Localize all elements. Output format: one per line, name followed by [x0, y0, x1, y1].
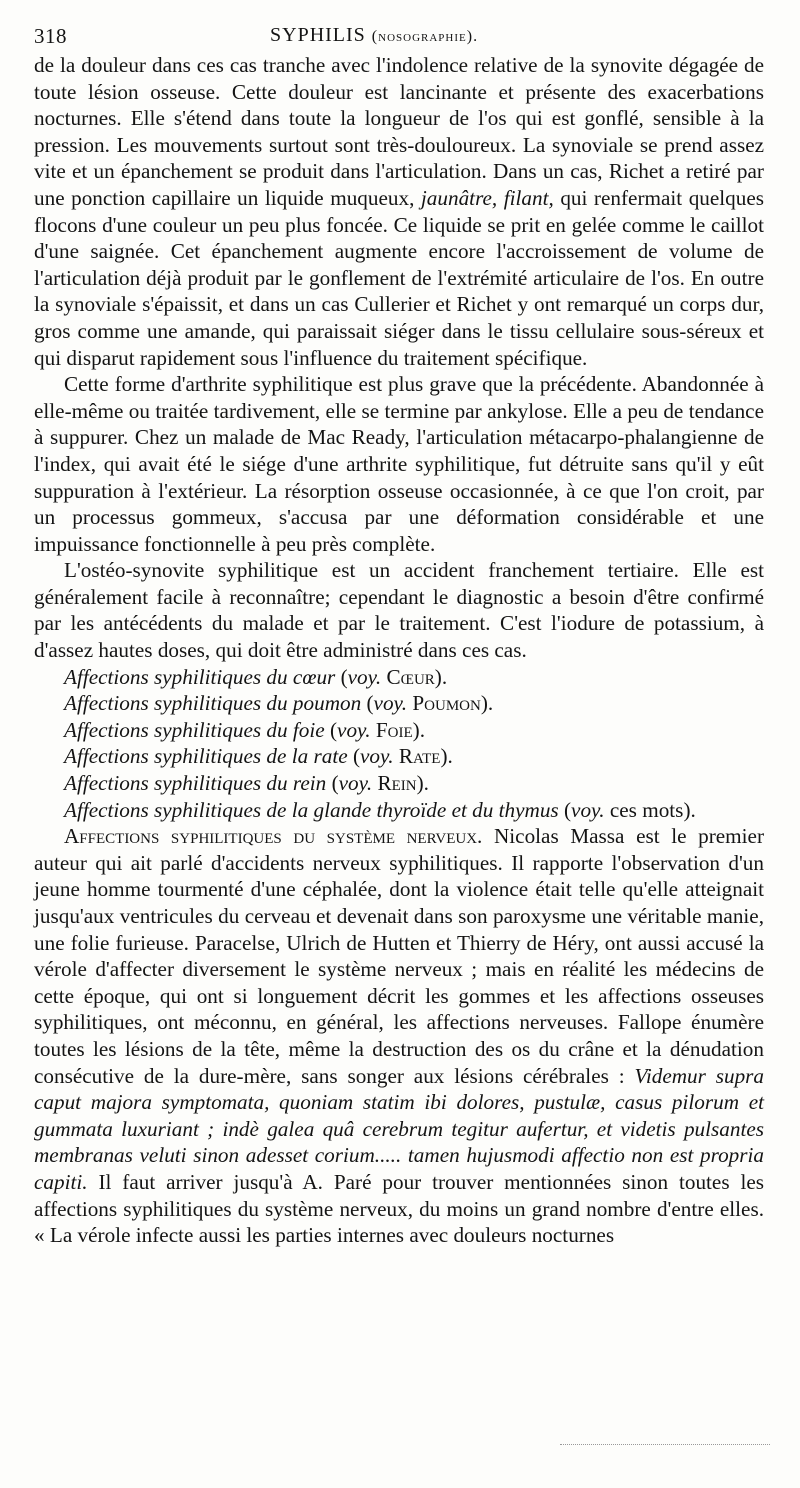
latin-quote: Videmur supra caput majora symptomata, quoniam statim ibi dolores, pustulæ, casus pilorum et gummata luxuriant ; indè galea quâ cerebrum tegitur aufertur, et videtis pulsantes membranas veluti sinon adesset corium..... tamen hujusmodi affectio non est propria capiti. [34, 1063, 764, 1194]
cross-ref-end: ). [416, 771, 429, 796]
section-text-2: Il faut arriver jusqu'à A. Paré pour trouver mentionnées sinon toutes les affections syphilitiques du système nerveux, du moins un grand nombre d'entre elles. « La vérole infecte aussi les parties internes avec douleurs nocturnes [34, 1169, 765, 1248]
voy-label: voy. [373, 691, 408, 716]
paragraph-1-italic: jaunâtre, filant, [420, 185, 554, 210]
cross-ref-heart: Affections syphilitiques du cœur (voy. Cœur). [64, 664, 448, 689]
cross-ref-label: Affections syphilitiques de la glande thyroïde et du thymus [64, 797, 559, 822]
cross-ref-kidney: Affections syphilitiques du rein (voy. Rein). [64, 771, 429, 796]
cross-ref-end: ). [440, 744, 453, 769]
cross-ref-label: Affections syphilitiques de la rate [64, 744, 348, 769]
voy-label: voy. [347, 664, 382, 689]
voy-label: voy. [337, 717, 371, 742]
section-heading: Affections syphilitiques du système nerveux. [64, 824, 483, 849]
voy-label: voy. [338, 771, 373, 796]
paragraph-1-rest: qui renfermait quelques flocons d'une couleur un peu plus foncée. Ce liquide se prit en gelée comme le caillot d'une saignée. Cet épanchement augmente encore l'accroissement de volume de l'articulation déjà produit par le gonflement de l'extrémité articulaire de l'os. En outre la synoviale s'épaissit, et dans un cas Cullerier et Richet y ont remarqué un corps dur, gros comme une amande, qui paraissait siéger dans le tissu cellulaire sous-séreux et qui disparut rapidement sous l'influence du traitement spécifique. [34, 185, 765, 370]
paragraph-2: Cette forme d'arthrite syphilitique est plus grave que la précédente. Abandonnée à elle-même ou traitée tardivement, elle se termine par ankylose. Elle a peu de tendance à suppurer. Chez un malade de Mac Ready, l'articulation métacarpo-phalangienne de l'index, qui avait été le siége d'une arthrite syphilitique, fut détruite sans qu'il y eût suppuration à l'extérieur. La résorption osseuse occasionnée, à ce que l'on croit, par un processus gommeux, s'accusa par une déformation considérable et une impuissance fonctionnelle à peu près complète. [34, 372, 764, 556]
voy-label: voy. [571, 797, 605, 822]
paragraph-1-text: de la douleur dans ces cas tranche avec l'indolence relative de la synovite dégagée de toute lésion osseuse. Cette douleur est lancinante et présente des exacerbations nocturnes. Elle s'étend dans toute la longueur de l'os qui est gonflé, sensible à la pression. Les mouvements surtout sont très-douloureux. La synoviale se prend assez vite et un épanchement se produit dans l'articulation. Dans un cas, Richet a retiré par une ponction capillaire un liquide muqueux, [34, 53, 764, 210]
cross-ref-target[interactable]: Cœur [386, 664, 435, 689]
paragraph-3: L'ostéo-synovite syphilitique est un accident franchement tertiaire. Elle est généralement facile à reconnaître; cependant le diagnostic a besoin d'être confirmé par les antécédents du malade et par le traitement. C'est l'iodure de potassium, à d'assez hautes doses, qui doit être administré dans ces cas. [34, 558, 764, 663]
running-title [270, 24, 478, 47]
cross-ref-label: Affections syphilitiques du foie [64, 717, 325, 742]
running-header [34, 22, 764, 52]
cross-ref-target[interactable]: ces mots [609, 797, 684, 822]
paragraph-1 [34, 52, 764, 371]
cross-ref-target[interactable]: Rate [398, 744, 441, 769]
section-text-1: Nicolas Massa est le premier auteur qui ait parlé d'accidents nerveux syphilitiques. Il rapporte l'observation d'un jeune homme tourmenté d'une céphalée, dont la violence était telle qu'elle atteignait jusqu'aux ventricules du cerveau et devenait dans son paroxysme une véritable manie, une folie furieuse. Paracelse, Ulrich de Hutten et Thierry de Héry, ont aussi accusé la vérole d'affecter diversement le système nerveux ; mais en réalité les médecins de cette époque, qui ont si longuement décrit les gommes et les affections osseuses syphilitiques, ont méconnu, en général, les affections nerveuses. Fallope énumère toutes les lésions de la tête, même la destruction des os du crâne et la dénudation consécutive de la dure-mère, sans songer aux lésions cérébrales : [34, 824, 764, 1088]
cross-ref-end: ). [412, 717, 426, 742]
cross-ref-thyroid: Affections syphilitiques de la glande thyroïde et du thymus (voy. ces mots). [64, 797, 696, 822]
cross-ref-end: ). [480, 691, 494, 716]
cross-ref-spleen: Affections syphilitiques de la rate (voy. Rate). [64, 744, 453, 769]
page-number: 318 [34, 24, 67, 48]
cross-ref-target[interactable]: Poumon [412, 691, 481, 716]
body-text [34, 52, 764, 1249]
cross-ref-label: Affections syphilitiques du cœur [64, 664, 336, 689]
cross-ref-label: Affections syphilitiques du poumon [64, 691, 362, 716]
cross-ref-target[interactable]: Rein [377, 771, 417, 796]
running-title-sub: (nosographie). [371, 28, 479, 45]
cross-ref-liver: Affections syphilitiques du foie (voy. Foie). [64, 717, 426, 742]
voy-label: voy. [360, 744, 394, 769]
cross-ref-end: ). [683, 797, 696, 822]
cross-ref-end: ). [434, 664, 448, 689]
cross-ref-label: Affections syphilitiques du rein [64, 771, 327, 796]
cross-ref-lung: Affections syphilitiques du poumon (voy. Poumon). [64, 691, 494, 716]
running-title-main: SYPHILIS [270, 24, 366, 46]
section-nervous-system [34, 823, 764, 1249]
cross-ref-target[interactable]: Foie [375, 717, 413, 742]
bottom-rule [560, 1444, 770, 1445]
